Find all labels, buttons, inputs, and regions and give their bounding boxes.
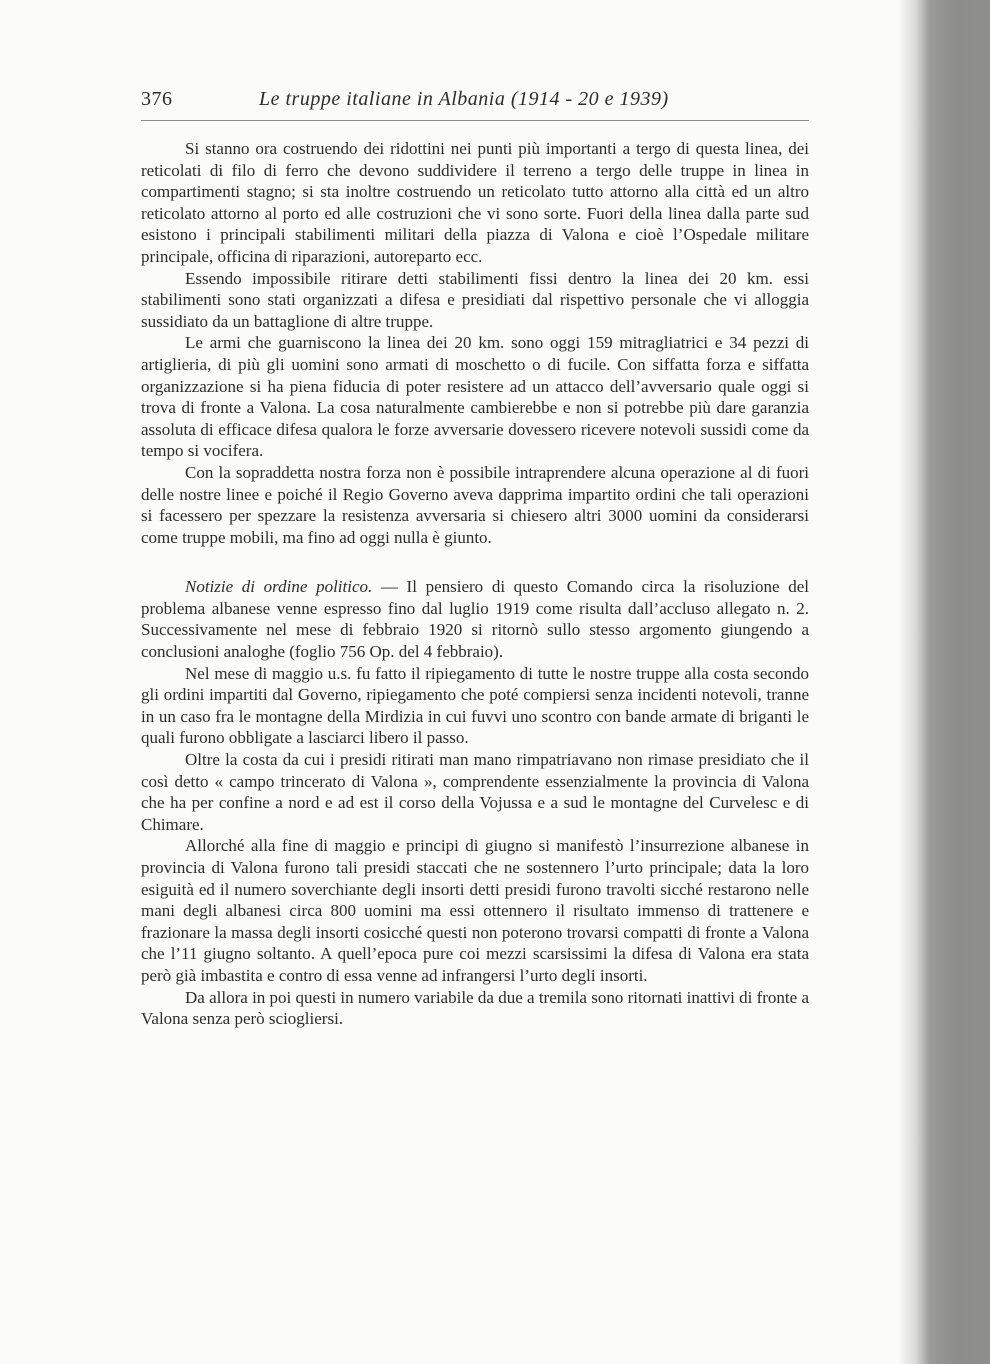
paragraph bbox=[141, 332, 809, 462]
paragraph-text: Nel mese di maggio u.s. fu fatto il ripiegamento di tutte le nostre truppe alla costa secondo gli ordini impartiti dal Governo, ripiegamento che poté compiersi senza incidenti notevoli, tranne in un caso fra le montagne della Mirdizia in cui fuvvi uno scontro con bande armate di briganti le quali furono obbligate a lasciarci libero il passo. bbox=[141, 663, 809, 748]
scan-page-edge bbox=[898, 0, 990, 1364]
paragraph bbox=[141, 987, 809, 1030]
paragraph bbox=[141, 835, 809, 986]
paragraph-text: Allorché alla fine di maggio e principi di giugno si manifestò l’insurrezione albanese in provincia di Valona furono tali presidi staccati che ne sostennero l’urto principale; data la loro esiguità ed il numero soverchiante degli insorti detti presidi furono travolti sicché restarono nelle mani degli albanesi circa 800 uomini ma essi ottennero il risultato immenso di trattenere e frazionare la massa degli insorti cosicché questi non poterono trovarsi compatti di fronte a Valona che l’11 giugno soltanto. A quell’epoca pure coi mezzi scarsissimi la difesa di Valona era stata però già imbastita e contro di essa venne ad infrangersi l’urto degli insorti. bbox=[141, 836, 809, 985]
paragraph-political-news bbox=[141, 576, 809, 662]
paragraph bbox=[141, 268, 809, 333]
header-rule bbox=[141, 120, 809, 121]
paragraph-text: Oltre la costa da cui i presidi ritirati man mano rimpatriavano non rimase presidiato che il così detto « campo trincerato di Valona », comprendente essenzialmente la provincia di Valona che ha per confine a nord e ad est il corso della Vojussa e a sud le montagne del Curvelesc e di Chimare. bbox=[141, 750, 809, 834]
body-text bbox=[141, 138, 809, 1030]
paragraph-text: Si stanno ora costruendo dei ridottini nei punti più importanti a tergo di questa linea, dei reticolati di filo di ferro che devono suddividere il terreno a tergo delle truppe in linea in compartimenti stagno; si sta inoltre costruendo un reticolato tutto attorno alla città ed un altro reticolato attorno al porto ed alle costruzioni che vi sono sorte. Fuori della linea dalla parte sud esistono i principali stabilimenti militari della piazza di Valona e cioè l’Ospedale militare principale, officina di riparazioni, autoreparto ecc. bbox=[141, 139, 809, 266]
paragraph bbox=[141, 663, 809, 749]
paragraph bbox=[141, 462, 809, 548]
running-header bbox=[141, 88, 815, 118]
paragraph-text: Le armi che guarniscono la linea dei 20 km. sono oggi 159 mitragliatrici e 34 pezzi di artiglieria, di più gli uomini sono armati di moschetto o di fucile. Con siffatta forza e siffatta organizzazione si ha piena fiducia di poter resistere ad un attacco dell’avversario quale oggi si trova di fronte a Valona. La cosa naturalmente cambierebbe e non si potrebbe più dare garanzia assoluta di efficace difesa qualora le forze avversarie dovessero ricevere notevoli sussidi come da tempo si vocifera. bbox=[141, 333, 809, 461]
running-title: Le truppe italiane in Albania (1914 - 20 e 1939) bbox=[259, 88, 669, 110]
paragraph-text: Con la sopraddetta nostra forza non è possibile intraprendere alcuna operazione al di fuori delle nostre linee e poiché il Regio Governo aveva dapprima impartito ordini che tali operazioni si facessero per spezzare la resistenza avversaria si chiesero altri 3000 uomini da considerarsi come truppe mobili, ma fino ad oggi nulla è giunto. bbox=[141, 462, 809, 547]
paragraph-text: — Il pensiero di questo Comando circa la risoluzione del problema albanese venne espresso fino dal luglio 1919 come risulta dall’accluso allegato n. 2. Successivamente nel mese di febbraio 1920 si ritornò sullo stesso argomento giungendo a conclusioni analoghe (foglio 756 Op. del 4 febbraio). bbox=[141, 577, 809, 662]
paragraph bbox=[141, 749, 809, 835]
paragraph-text: Da allora in poi questi in numero variabile da due a tremila sono ritornati inattivi di fronte a Valona senza però sciogliersi. bbox=[141, 987, 809, 1029]
paragraph-text: Essendo impossibile ritirare detti stabilimenti fissi dentro la linea dei 20 km. essi stabilimenti sono stati organizzati a difesa e presidiati dal rispettivo personale che vi alloggia sussidiato da un battaglione di altre truppe. bbox=[141, 268, 809, 331]
paragraph-label: Notizie di ordine politico. bbox=[185, 577, 373, 597]
paragraph bbox=[141, 138, 809, 268]
page-number: 376 bbox=[141, 88, 173, 110]
